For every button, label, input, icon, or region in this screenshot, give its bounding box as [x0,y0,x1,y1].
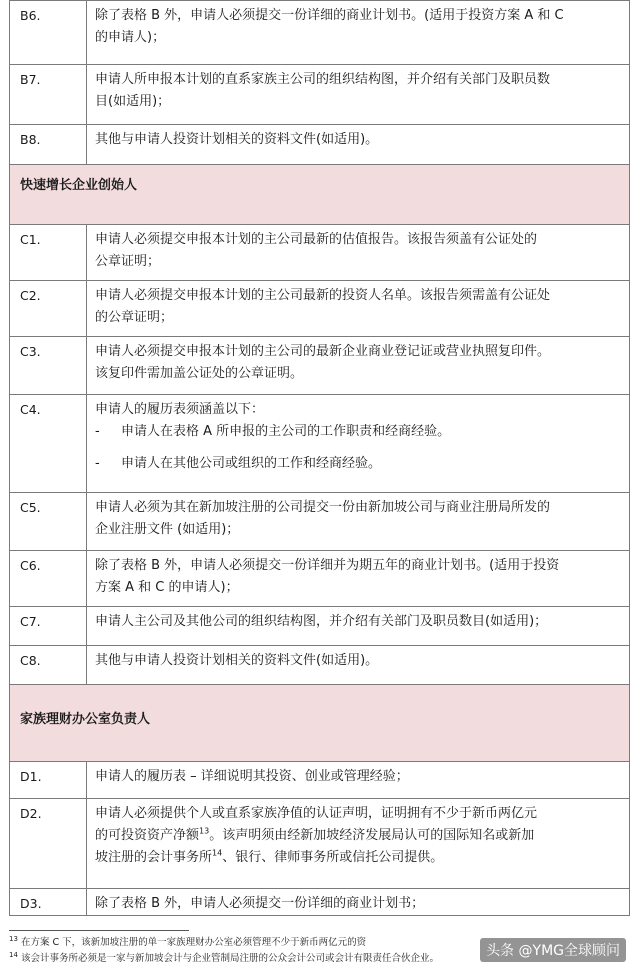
row-code: C1. [10,225,87,281]
row-text: 除了表格 B 外，申请人必须提交一份详细的商业计划书。(适用于投资方案 A 和 C 的申请人)； [87,1,630,65]
row-code: B6. [10,1,87,65]
table-row [10,607,630,646]
row-text: 申请人主公司及其他公司的组织结构图，并介绍有关部门及职员数目(如适用)； [87,607,630,646]
row-code: C3. [10,337,87,395]
bullet-item: - 申请人在表格 A 所申报的主公司的工作职责和经商经验。 [95,424,451,439]
footnote-divider [9,930,189,931]
requirements-table [9,0,630,916]
table-row [10,337,630,395]
section-title: 家族理财办公室负责人 [10,685,630,762]
row-code: B7. [10,65,87,125]
footnote-14: $^{14}$ 该会计事务所必须是一家与新加坡会计与企业管制局注册的公众会计公司或会计有限责任合伙企业。 [9,950,439,964]
row-code: C8. [10,646,87,685]
requirements-table-wrapper [9,0,630,916]
row-text: 除了表格 B 外，申请人必须提交一份详细的商业计划书； [87,889,630,916]
row-code: D2. [10,799,87,889]
row-code: C4. [10,395,87,493]
row-text: 申请人的履历表 – 详细说明其投资、创业或管理经验； [87,762,630,799]
row-code: D1. [10,762,87,799]
table-row [10,799,630,889]
table-row [10,125,630,165]
row-text: 申请人的履历表须涵盖以下： - 申请人在表格 A 所申报的主公司的工作职责和经商经验。 - 申请人在其他公司或组织的工作和经商经验。 [87,395,630,493]
footnote-ref[interactable]: 14 [212,848,223,858]
section-header-fast-growth [10,165,630,225]
table-row [10,65,630,125]
row-text: 申请人所申报本计划的直系家族主公司的组织结构图，并介绍有关部门及职员数 目(如适用)； [87,65,630,125]
table-row [10,762,630,799]
table-row [10,889,630,916]
row-code: C5. [10,493,87,551]
row-text: 其他与申请人投资计划相关的资料文件(如适用)。 [87,646,630,685]
table-row [10,395,630,493]
table-row [10,1,630,65]
row-code: C6. [10,551,87,607]
row-text: 申请人必须提交申报本计划的主公司的最新企业商业登记证或营业执照复印件。 该复印件需加盖公证处的公章证明。 [87,337,630,395]
table-row [10,551,630,607]
row-text: 申请人必须提供个人或直系家族净值的认证声明，证明拥有不少于新币两亿元 的可投资资产净额$^{13}$。该声明须由经新加坡经济发展局认可的国际知名或新加 坡注册的会计事务所$^{14}$、银行、律师事务所或信托公司提供。 [87,799,630,889]
footnote-ref[interactable]: 13 [199,826,210,836]
row-text: 除了表格 B 外，申请人必须提交一份详细并为期五年的商业计划书。(适用于投资 方案 A 和 C 的申请人)； [87,551,630,607]
row-code: C7. [10,607,87,646]
row-code: C2. [10,281,87,337]
table-row [10,225,630,281]
section-title: 快速增长企业创始人 [10,165,630,225]
row-text: 其他与申请人投资计划相关的资料文件(如适用)。 [87,125,630,165]
footnote-13: $^{13}$ 在方案 C 下，该新加坡注册的单一家族理财办公室必须管理不少于新币两亿元的资 [9,934,367,948]
row-text: 申请人必须提交申报本计划的主公司最新的估值报告。该报告须盖有公证处的 公章证明； [87,225,630,281]
row-code: D3. [10,889,87,916]
row-text: 申请人必须提交申报本计划的主公司最新的投资人名单。该报告须需盖有公证处 的公章证明； [87,281,630,337]
bullet-item: - 申请人在其他公司或组织的工作和经商经验。 [95,456,382,471]
watermark: 头条 @YMG全球顾问 [480,938,626,962]
table-row [10,281,630,337]
row-code: B8. [10,125,87,165]
table-row [10,646,630,685]
row-text: 申请人必须为其在新加坡注册的公司提交一份由新加坡公司与商业注册局所发的 企业注册文件 (如适用)； [87,493,630,551]
table-row [10,493,630,551]
section-header-family-office [10,685,630,762]
